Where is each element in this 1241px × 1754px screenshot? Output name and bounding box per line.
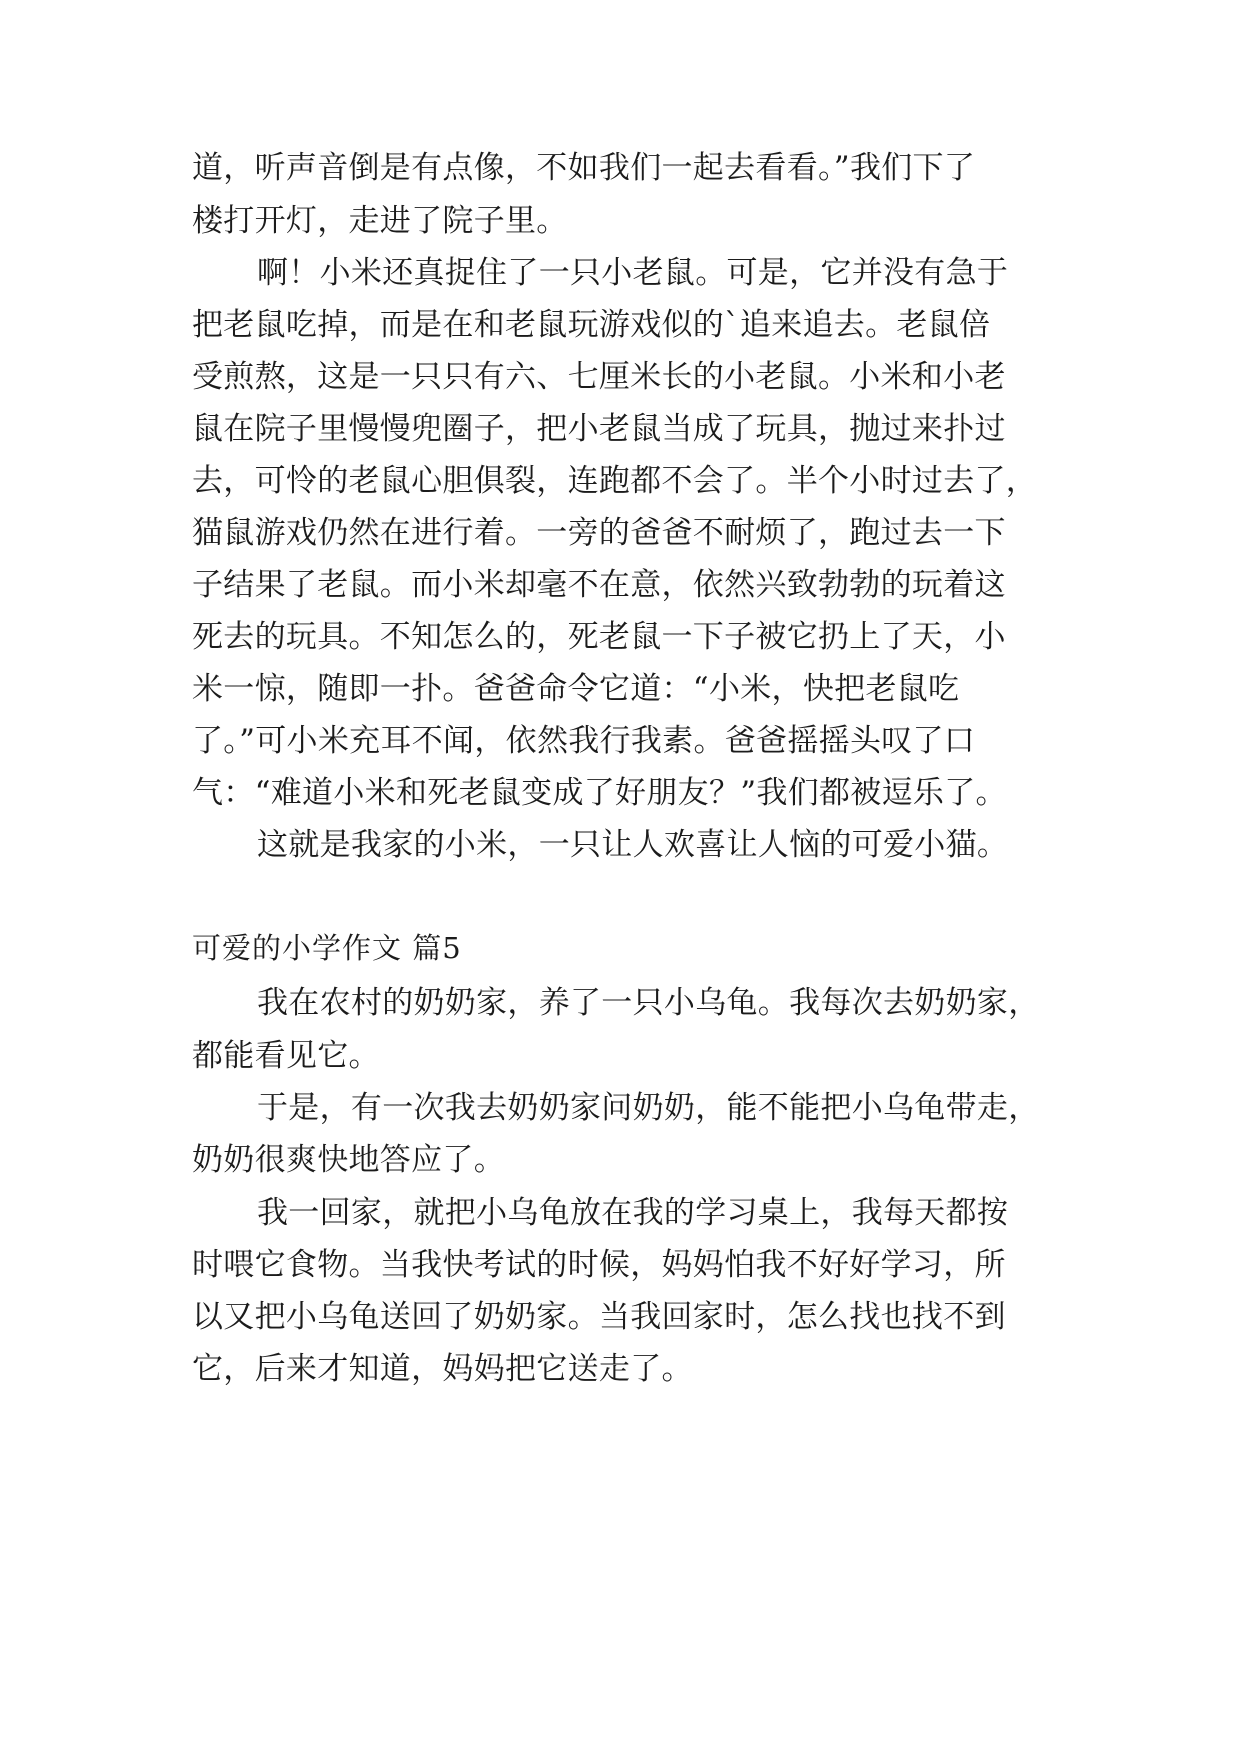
paragraph-line: 我一回家，就把小乌龟放在我的学习桌上，我每天都按 — [257, 1195, 1009, 1231]
paragraph-line: 气：“难道小米和死老鼠变成了好朋友？”我们都被逗乐了。 — [192, 775, 1007, 811]
paragraph-line: 米一惊，随即一扑。爸爸命令它道：“小米，快把老鼠吃 — [192, 671, 960, 707]
paragraph-line: 受煎熬，这是一只只有六、七厘米长的小老鼠。小米和小老 — [192, 359, 1006, 395]
paragraph-line: 它，后来才知道，妈妈把它送走了。 — [192, 1351, 693, 1387]
paragraph-line: 把老鼠吃掉，而是在和老鼠玩游戏似的`追来追去。老鼠倍 — [192, 307, 991, 343]
paragraph-line: 楼打开灯，走进了院子里。 — [192, 203, 568, 239]
paragraph-line: 啊！小米还真捉住了一只小老鼠。可是，它并没有急于 — [257, 255, 1009, 291]
paragraph-line: 这就是我家的小米，一只让人欢喜让人恼的可爱小猫。 — [257, 827, 1009, 863]
paragraph-line: 我在农村的奶奶家，养了一只小乌龟。我每次去奶奶家， — [257, 985, 1040, 1021]
paragraph-line: 死去的玩具。不知怎么的，死老鼠一下子被它扔上了天，小 — [192, 619, 1006, 655]
paragraph-line: 以又把小乌龟送回了奶奶家。当我回家时，怎么找也找不到 — [192, 1299, 1006, 1335]
paragraph-line: 猫鼠游戏仍然在进行着。一旁的爸爸不耐烦了，跑过去一下 — [192, 515, 1006, 551]
paragraph-line: 鼠在院子里慢慢兜圈子，把小老鼠当成了玩具，抛过来扑过 — [192, 411, 1006, 447]
paragraph-line: 道，听声音倒是有点像，不如我们一起去看看。”我们下了 — [192, 150, 976, 186]
paragraph-line: 奶奶很爽快地答应了。 — [192, 1142, 505, 1178]
paragraph-line: 时喂它食物。当我快考试的时候，妈妈怕我不好好学习，所 — [192, 1247, 1006, 1283]
paragraph-line: 子结果了老鼠。而小米却毫不在意，依然兴致勃勃的玩着这 — [192, 567, 1006, 603]
paragraph-line: 了。”可小米充耳不闻，依然我行我素。爸爸摇摇头叹了口 — [192, 723, 976, 759]
paragraph-line: 于是，有一次我去奶奶家问奶奶，能不能把小乌龟带走， — [257, 1090, 1040, 1126]
paragraph-line: 都能看见它。 — [192, 1038, 380, 1074]
section-heading: 可爱的小学作文 篇5 — [192, 931, 462, 965]
paragraph-line: 去，可怜的老鼠心胆俱裂，连跑都不会了。半个小时过去了， — [192, 463, 1038, 499]
